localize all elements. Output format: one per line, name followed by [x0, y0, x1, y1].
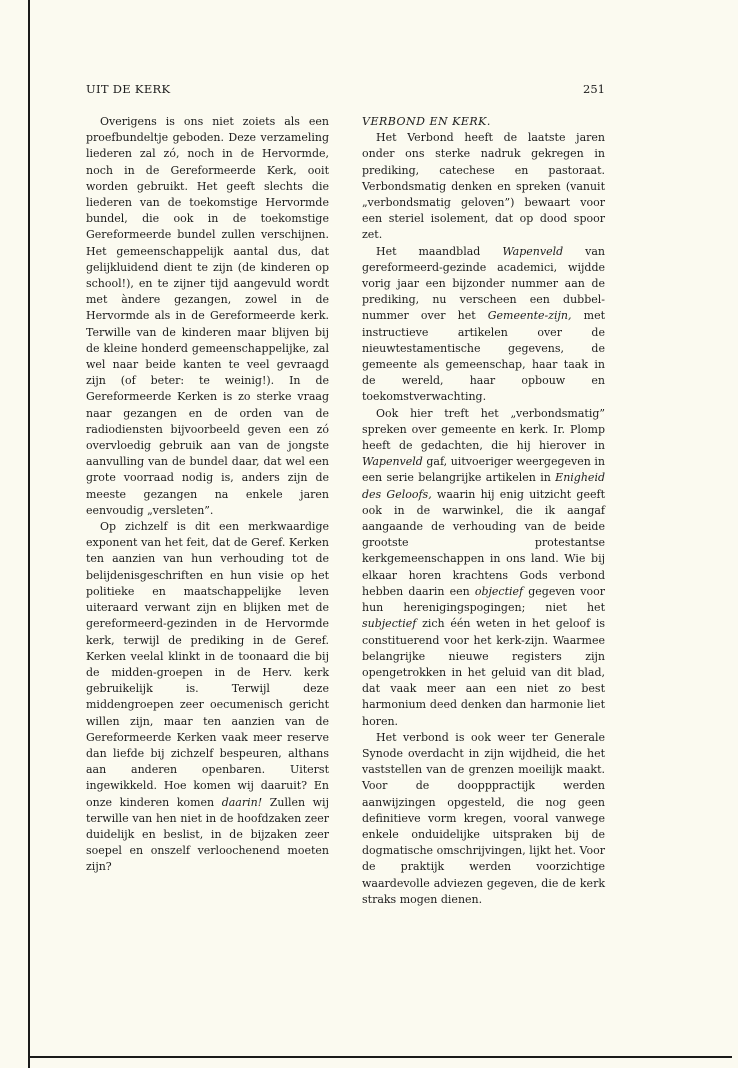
page-header [86, 82, 605, 98]
running-title: UIT DE KERK [86, 82, 171, 96]
page-edge-bottom [28, 1056, 732, 1058]
section-heading: VERBOND EN KERK. [362, 115, 491, 128]
left-paragraph-1: Overigens is ons niet zoiets als een proefbundeltje geboden. Deze verzameling liederen zal zó, noch in de Hervormde, noch in de Gereformeerde Kerk, ooit worden gebruikt. Het geeft slechts die liederen van de toekomstige Hervormde bundel, die ook in de toekomstige Gereformeerde bundel zullen verschijnen. Het gemeenschappelijk aantal dus, dat gelijkluidend dient te zijn (de kinderen op school!), en te zijner tijd aangevuld wordt met àndere gezangen, zowel in de Hervormde als in de Gereformeerde kerk. Terwille van de kinderen maar blijven bij de kleine honderd gemeenschappelijke, zal wel naar beide kanten te veel gevraagd zijn (of beter: te weinig!). In de Gereformeerde Kerken is zo sterke vraag naar gezangen en de orden van de radiodiensten bijvoorbeeld geven een zó overvloedig gebruik aan van de jongste aanvulling van de bundel daar, dat wel een grote voorraad nodig is, anders zijn de meeste gezangen na enkele jaren eenvoudig „versleten”. [86, 115, 329, 517]
right-paragraph-2: Het maandblad Wapenveld van gereformeerd-gezinde academici, wijdde vorig jaar een bijzonder nummer aan de prediking, nu verscheen een dubbel-nummer over het Gemeente-zijn, met instructieve artikelen over de nieuwtestamentische gegevens, de gemeente als gemeenschap, haar taak in de wereld, haar opbouw en toekomstverwachting. [362, 244, 605, 404]
page-edge-left [28, 0, 30, 1068]
page-number: 251 [583, 82, 605, 96]
left-column [86, 114, 329, 876]
right-paragraph-3: Ook hier treft het „verbondsmatig” spreken over gemeente en kerk. Ir. Plomp heeft de gedachten, die hij hierover in Wapenveld gaf, uitvoeriger weergegeven in een serie belangrijke artikelen in Enigheid des Geloofs, waarin hij enig uitzicht geeft ook in de warwinkel, die ik aangaf aangaande de verhouding van de beide grootste protestantse kerkgemeenschappen in ons land. Wie bij elkaar horen krachtens Gods verbond hebben daarin een objectief gegeven voor hun herenigingspogingen; niet het subjectief zich één weten in het geloof is constituerend voor het kerk-zijn. Waarmee belangrijke nieuwe registers zijn opengetrokken in het geluid van dit blad, dat vaak meer aan een niet zo best harmonium deed denken dan harmonie liet horen. [362, 406, 606, 728]
left-paragraph-2: Op zichzelf is dit een merkwaardige exponent van het feit, dat de Geref. Kerken ten aanzien van hun verhouding tot de belijdenisgeschriften en hun visie op het politieke en maatschappelijke leven uiteraard verwant zijn en blijken met de gereformeerd-gezinden in de Hervormde kerk, terwijl de prediking in de Geref. Kerken veelal klinkt in de toonaard die bij de midden-groepen in de Herv. kerk gebruikelijk is. Terwijl deze middengroepen zeer oecumenisch gericht willen zijn, maar ten aanzien van de Gereformeerde Kerken vaak meer reserve dan liefde bij zichzelf bespeuren, althans aan anderen openbaren. Uiterst ingewikkeld. Hoe komen wij daaruit? En onze kinderen komen daarin! Zullen wij terwille van hen niet in de hoofdzaken zeer duidelijk en beslist, in de bijzaken zeer soepel en onszelf verloochenend moeten zijn? [86, 520, 329, 874]
right-paragraph-4: Het verbond is ook weer ter Generale Synode overdacht in zijn wijdheid, die het vaststellen van de grenzen moeilijk maakt. Voor de doopppractijk werden aanwijzingen opgesteld, die nog geen definitieve vorm kregen, vooral vanwege enkele onduidelijke uitspraken bij de dogmatische omschrijvingen, lijkt het. Voor de praktijk werden voorzichtige waardevolle adviezen gegeven, die de kerk straks mogen dienen. [362, 730, 605, 906]
right-column [362, 114, 605, 908]
right-paragraph-1: Het Verbond heeft de laatste jaren onder ons sterke nadruk gekregen in prediking, catechese en pastoraat. Verbondsmatig denken en spreken (vanuit „verbondsmatig geloven”) bewaart voor een steriel isolement, dat op dood spoor zet. [362, 131, 605, 242]
